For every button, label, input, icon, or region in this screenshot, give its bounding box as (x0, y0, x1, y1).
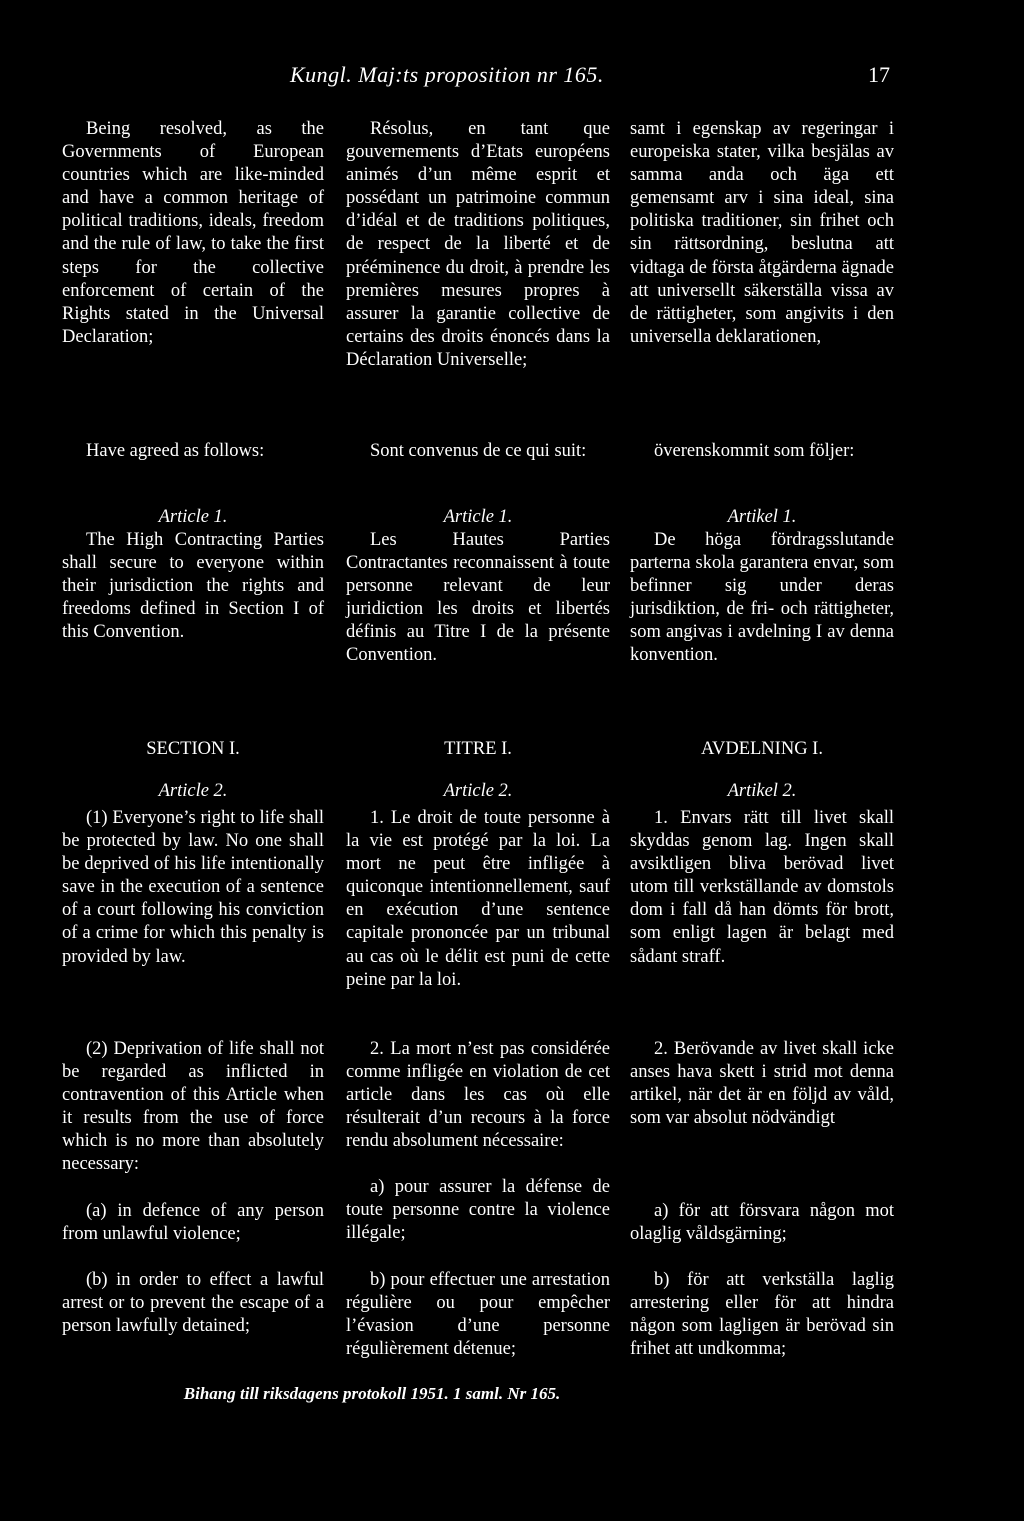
swedish-section-title: AVDELNING I. (701, 739, 823, 759)
english-agreed: Have agreed as follows: (86, 441, 265, 461)
french-article2-para2: 2. La mort n’est pas considérée comme infligée en violation de cet article dans les cas où elle résulterait d’un recours à la force rendu absolument nécessaire: (346, 1039, 610, 1152)
french-article2-item-b: b) pour effectuer une arrestation régulière ou pour empêcher l’évasion d’une personne régulièrement détenue; (346, 1270, 610, 1360)
english-section-title: SECTION I. (146, 739, 240, 759)
swedish-article2-para1: 1. Envars rätt till livet skall skyddas genom lag. Ingen skall avsiktligen bliva berövad livet utom till verkställande av domstols dom i fall då han dömts för brott, som enligt lagen är belagt med sådant straff. (630, 808, 894, 967)
swedish-article2-para2: 2. Berövande av livet skall icke anses hava skett i strid mot denna artikel, när det är en följd av våld, som var absolut nödvändigt (630, 1039, 894, 1129)
english-article2-item-a: (a) in defence of any person from unlawful violence; (62, 1201, 324, 1245)
french-article1-title: Article 1. (443, 507, 513, 527)
page-footer (0, 1384, 1024, 1404)
english-article2-para1: (1) Everyone’s right to life shall be protected by law. No one shall be deprived of his life intentionally save in the execution of a sentence of a court following his conviction of a crime for which this penalty is provided by law. (62, 808, 324, 967)
swedish-article1-text: De höga fördragsslutande parterna skola garantera envar, som befinner sig under deras jurisdiktion, de fri- och rättigheter, som angivas i avdelning I av denna konvention. (630, 530, 894, 666)
page-number: 17 (868, 62, 890, 87)
french-agreed: Sont convenus de ce qui suit: (370, 441, 587, 461)
french-article2-title: Article 2. (443, 781, 513, 801)
swedish-article2-title: Artikel 2. (727, 781, 797, 801)
english-article1-title: Article 1. (158, 507, 228, 527)
french-article2-para1: 1. Le droit de toute personne à la vie est protégé par la loi. La mort ne peut être infligée à quiconque intentionnellement, sauf en exécution d’une sentence capitale prononcée par un tribunal au cas où le délit est puni de cette peine par la loi. (346, 808, 610, 990)
swedish-article2-item-a: a) för att försvara någon mot olaglig våldsgärning; (630, 1201, 894, 1245)
french-preamble: Résolus, en tant que gouvernements d’Etats européens animés d’un même esprit et possédant un patrimoine commun d’idéal et de traditions politiques, de respect de la liberté et de prééminence du droit, à prendre les premières mesures propres à assurer la garantie collective de certains des droits énoncés dans la Déclaration Universelle; (346, 119, 610, 370)
french-article1-text: Les Hautes Parties Contractantes reconnaissent à toute personne relevant de leur juridiction les droits et libertés définis au Titre I de la présente Convention. (346, 530, 610, 666)
english-article1-text: The High Contracting Parties shall secure to everyone within their jurisdiction the rights and freedoms defined in Section I of this Convention. (62, 530, 324, 643)
english-article2-para2: (2) Deprivation of life shall not be regarded as inflicted in contravention of this Article when it results from the use of force which is no more than absolutely necessary: (62, 1039, 324, 1175)
running-title: Kungl. Maj:ts proposition nr 165. (290, 62, 604, 87)
swedish-preamble: samt i egenskap av regeringar i europeiska stater, vilka besjälas av samma anda och äga ett gemensamt arv i sina ideal, sina politiska traditioner, sin frihet och sin rättsordning, beslutna att vidtaga de första åtgärderna ägnade att universellt säkerställa vissa av de rättigheter, som angivits i den universella deklarationen, (630, 119, 894, 347)
french-section-title: TITRE I. (444, 739, 512, 759)
english-preamble: Being resolved, as the Governments of European countries which are like-minded and have a common heritage of political traditions, ideals, freedom and the rule of law, to take the first steps for the collective enforcement of certain of the Rights stated in the Universal Declaration; (62, 119, 324, 347)
english-article2-title: Article 2. (158, 781, 228, 801)
french-article2-item-a: a) pour assurer la défense de toute personne contre la violence illégale; (346, 1177, 610, 1244)
footer-citation: Bihang till riksdagens protokoll 1951. 1 saml. Nr 165. (183, 1384, 561, 1403)
swedish-article2-item-b: b) för att verkställa laglig arrestering eller för att hindra någon som lagligen är berövad sin frihet att undkomma; (630, 1270, 894, 1360)
swedish-article1-title: Artikel 1. (727, 507, 797, 527)
swedish-agreed: överenskommit som följer: (654, 441, 855, 461)
english-article2-item-b: (b) in order to effect a lawful arrest or to prevent the escape of a person lawfully detained; (62, 1270, 324, 1337)
page-header (0, 62, 1024, 98)
